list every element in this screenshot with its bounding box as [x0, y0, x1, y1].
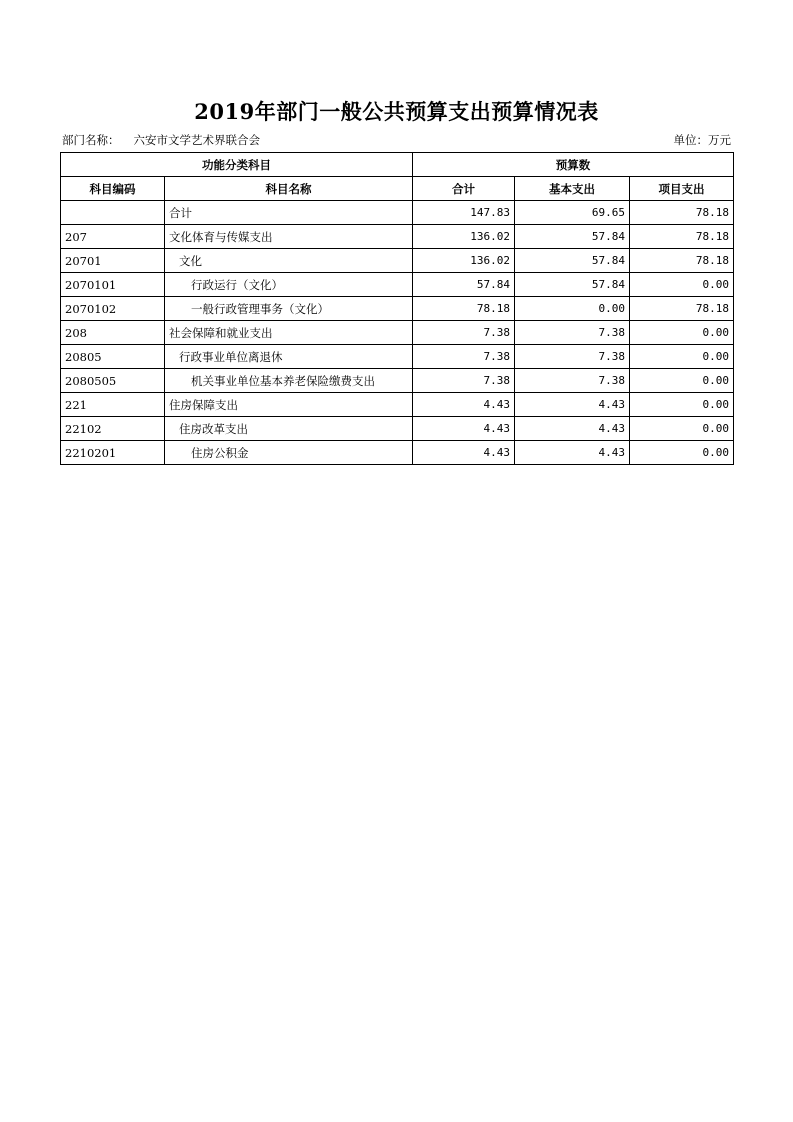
cell-name: 文化	[165, 249, 413, 273]
cell-project: 0.00	[630, 417, 734, 441]
cell-total: 57.84	[413, 273, 515, 297]
cell-basic: 4.43	[515, 417, 630, 441]
header-group-row	[61, 153, 734, 177]
cell-total: 4.43	[413, 393, 515, 417]
cell-name: 住房改革支出	[165, 417, 413, 441]
table-row	[61, 321, 734, 345]
cell-name: 行政运行（文化）	[165, 273, 413, 297]
cell-code: 2070102	[61, 297, 165, 321]
cell-total: 7.38	[413, 321, 515, 345]
cell-code: 2210201	[61, 441, 165, 465]
table-row	[61, 393, 734, 417]
cell-name: 机关事业单位基本养老保险缴费支出	[165, 369, 413, 393]
cell-project: 0.00	[630, 393, 734, 417]
cell-basic: 0.00	[515, 297, 630, 321]
cell-basic: 7.38	[515, 345, 630, 369]
cell-total: 78.18	[413, 297, 515, 321]
cell-name: 行政事业单位离退休	[165, 345, 413, 369]
table-row	[61, 273, 734, 297]
header-project: 项目支出	[630, 177, 734, 201]
cell-name: 社会保障和就业支出	[165, 321, 413, 345]
table-row	[61, 225, 734, 249]
cell-code: 20701	[61, 249, 165, 273]
cell-basic: 7.38	[515, 369, 630, 393]
table-row	[61, 417, 734, 441]
cell-total: 4.43	[413, 417, 515, 441]
cell-total: 147.83	[413, 201, 515, 225]
cell-basic: 69.65	[515, 201, 630, 225]
department-info	[62, 132, 260, 148]
cell-code: 207	[61, 225, 165, 249]
cell-project: 78.18	[630, 249, 734, 273]
header-function-category: 功能分类科目	[61, 153, 413, 177]
cell-name: 文化体育与传媒支出	[165, 225, 413, 249]
cell-name: 住房保障支出	[165, 393, 413, 417]
cell-code: 22102	[61, 417, 165, 441]
cell-code: 208	[61, 321, 165, 345]
cell-total: 7.38	[413, 369, 515, 393]
table-body	[61, 201, 734, 465]
cell-project: 0.00	[630, 369, 734, 393]
cell-project: 0.00	[630, 441, 734, 465]
header-name: 科目名称	[165, 177, 413, 201]
table-row	[61, 201, 734, 225]
page-title: 2019年部门一般公共预算支出预算情况表	[194, 99, 599, 124]
cell-basic: 57.84	[515, 249, 630, 273]
table-row	[61, 249, 734, 273]
header-column-row	[61, 177, 734, 201]
cell-name: 住房公积金	[165, 441, 413, 465]
department-name: 六安市文学艺术界联合会	[133, 133, 260, 147]
budget-table	[60, 152, 734, 465]
cell-code: 221	[61, 393, 165, 417]
cell-code	[61, 201, 165, 225]
department-label: 部门名称：	[62, 133, 120, 147]
header-basic: 基本支出	[515, 177, 630, 201]
cell-project: 78.18	[630, 225, 734, 249]
cell-project: 0.00	[630, 345, 734, 369]
cell-project: 78.18	[630, 297, 734, 321]
cell-basic: 4.43	[515, 393, 630, 417]
table-header	[61, 153, 734, 201]
cell-basic: 4.43	[515, 441, 630, 465]
cell-basic: 7.38	[515, 321, 630, 345]
cell-code: 2080505	[61, 369, 165, 393]
cell-total: 136.02	[413, 249, 515, 273]
cell-code: 20805	[61, 345, 165, 369]
cell-total: 136.02	[413, 225, 515, 249]
cell-project: 0.00	[630, 321, 734, 345]
table-row	[61, 297, 734, 321]
header-budget-amount: 预算数	[413, 153, 734, 177]
cell-basic: 57.84	[515, 273, 630, 297]
table-row	[61, 441, 734, 465]
cell-project: 78.18	[630, 201, 734, 225]
cell-basic: 57.84	[515, 225, 630, 249]
unit-label: 单位：万元	[673, 133, 731, 147]
table-row	[61, 369, 734, 393]
header-total: 合计	[413, 177, 515, 201]
table-row	[61, 345, 734, 369]
cell-name: 合计	[165, 201, 413, 225]
header-code: 科目编码	[61, 177, 165, 201]
cell-code: 2070101	[61, 273, 165, 297]
cell-project: 0.00	[630, 273, 734, 297]
cell-total: 7.38	[413, 345, 515, 369]
cell-total: 4.43	[413, 441, 515, 465]
cell-name: 一般行政管理事务（文化）	[165, 297, 413, 321]
